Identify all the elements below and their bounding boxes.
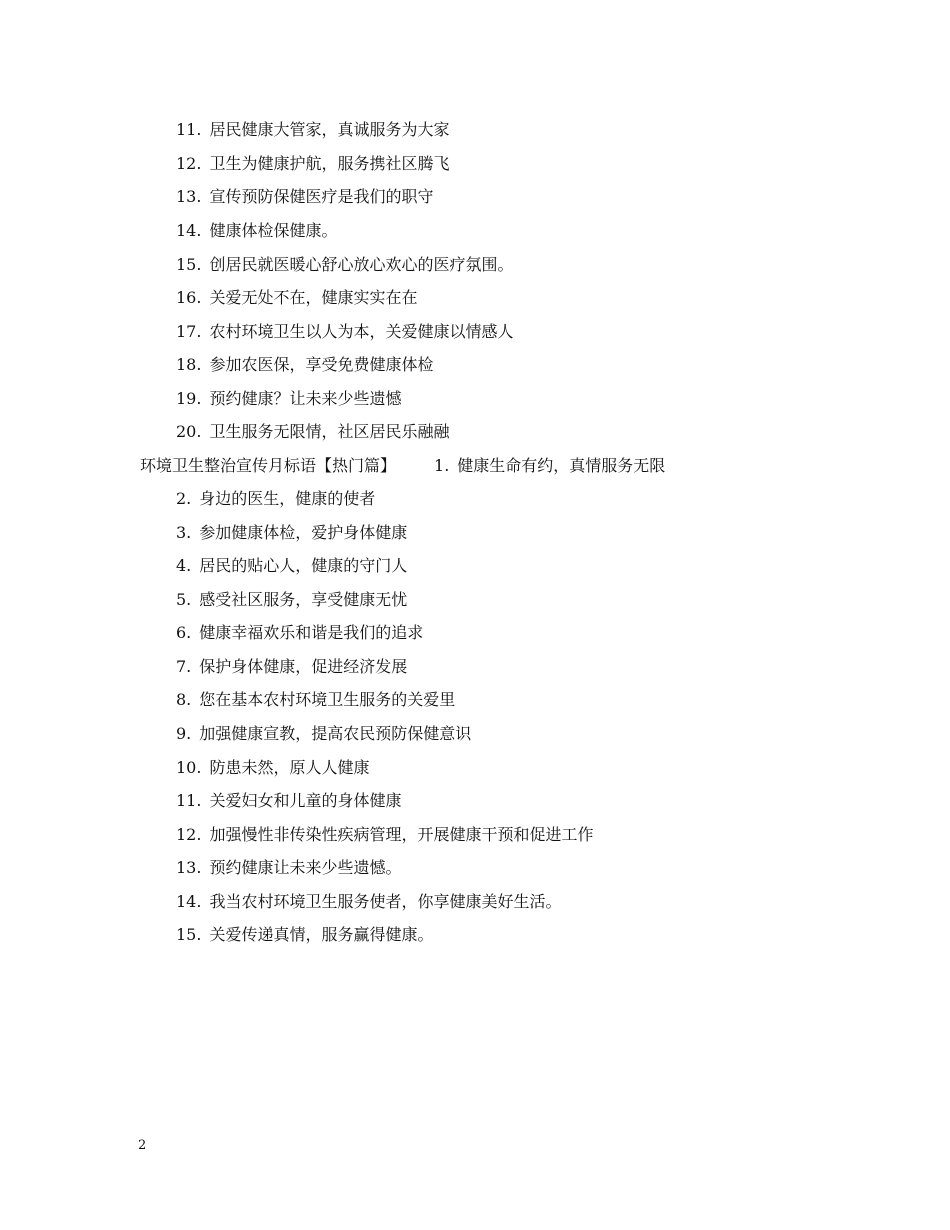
item-text: 您在基本农村环境卫生服务的关爱里 — [199, 690, 456, 709]
item-text: 农村环境卫生以人为本，关爱健康以情感人 — [209, 322, 514, 341]
item-number: 4. — [176, 556, 192, 575]
item-text: 宣传预防保健医疗是我们的职守 — [209, 187, 434, 206]
list-item — [176, 891, 561, 913]
item-number: 20. — [176, 422, 202, 441]
list-item — [176, 757, 369, 779]
item-number: 13. — [176, 858, 202, 877]
list-item — [176, 220, 337, 242]
item-text: 参加健康体检，爱护身体健康 — [199, 523, 408, 542]
list-item — [176, 857, 401, 879]
list-item — [176, 723, 471, 745]
item-number: 11. — [176, 791, 202, 810]
list-item — [176, 488, 375, 510]
item-text: 加强慢性非传染性疾病管理，开展健康干预和促进工作 — [209, 825, 594, 844]
list-item — [176, 790, 401, 812]
list-item — [176, 421, 449, 443]
item-number: 12. — [176, 154, 202, 173]
item-number: 14. — [176, 892, 202, 911]
item-number: 15. — [176, 925, 202, 944]
item-text: 创居民就医暖心舒心放心欢心的医疗氛围。 — [209, 255, 514, 274]
item-number: 12. — [176, 825, 202, 844]
item-text: 感受社区服务，享受健康无忧 — [199, 590, 408, 609]
page-number: 2 — [138, 1138, 147, 1153]
item-text: 健康幸福欢乐和谐是我们的追求 — [199, 623, 424, 642]
item-number: 19. — [176, 389, 202, 408]
list-item — [176, 622, 423, 644]
section-heading-line — [140, 455, 665, 477]
item-text: 卫生服务无限情，社区居民乐融融 — [209, 422, 450, 441]
list-item — [176, 153, 449, 175]
item-text: 参加农医保，享受免费健康体检 — [209, 355, 434, 374]
list-item — [176, 287, 417, 309]
item-text: 健康体检保健康。 — [209, 221, 338, 240]
item-text: 预约健康？让未来少些遗憾 — [209, 389, 402, 408]
item-text: 居民的贴心人，健康的守门人 — [199, 556, 408, 575]
item-number: 8. — [176, 690, 192, 709]
item-text: 关爱无处不在，健康实实在在 — [209, 288, 418, 307]
item-number: 14. — [176, 221, 202, 240]
list-item — [176, 354, 433, 376]
item-text: 健康生命有约，真情服务无限 — [457, 456, 666, 475]
item-number: 6. — [176, 623, 192, 642]
item-number: 18. — [176, 355, 202, 374]
item-text: 防患未然，原人人健康 — [209, 758, 370, 777]
list-item — [176, 589, 407, 611]
item-number: 9. — [176, 724, 192, 743]
list-item — [176, 656, 407, 678]
item-text: 预约健康让未来少些遗憾。 — [209, 858, 402, 877]
list-item — [176, 924, 433, 946]
item-number: 7. — [176, 657, 192, 676]
section-title: 环境卫生整治宣传月标语【热门篇】 — [140, 456, 397, 475]
item-number: 2. — [176, 489, 192, 508]
list-item — [176, 522, 407, 544]
item-text: 我当农村环境卫生服务使者，你享健康美好生活。 — [209, 892, 562, 911]
list-item — [176, 254, 513, 276]
item-text: 加强健康宣教，提高农民预防保健意识 — [199, 724, 472, 743]
item-number: 5. — [176, 590, 192, 609]
item-number: 15. — [176, 255, 202, 274]
item-text: 身边的医生，健康的使者 — [199, 489, 376, 508]
item-number: 10. — [176, 758, 202, 777]
list-item — [176, 321, 513, 343]
item-number: 1. — [434, 456, 450, 475]
item-number: 17. — [176, 322, 202, 341]
item-number: 3. — [176, 523, 192, 542]
list-item — [176, 824, 593, 846]
list-item — [176, 186, 433, 208]
item-text: 居民健康大管家，真诚服务为大家 — [209, 120, 450, 139]
item-text: 关爱传递真情，服务赢得健康。 — [209, 925, 434, 944]
item-text: 卫生为健康护航，服务携社区腾飞 — [209, 154, 450, 173]
list-item — [176, 555, 407, 577]
item-number: 13. — [176, 187, 202, 206]
item-number: 11. — [176, 120, 202, 139]
list-item — [176, 388, 401, 410]
list-item — [176, 119, 449, 141]
item-text: 关爱妇女和儿童的身体健康 — [209, 791, 402, 810]
item-text: 保护身体健康，促进经济发展 — [199, 657, 408, 676]
list-item — [176, 689, 455, 711]
item-number: 16. — [176, 288, 202, 307]
